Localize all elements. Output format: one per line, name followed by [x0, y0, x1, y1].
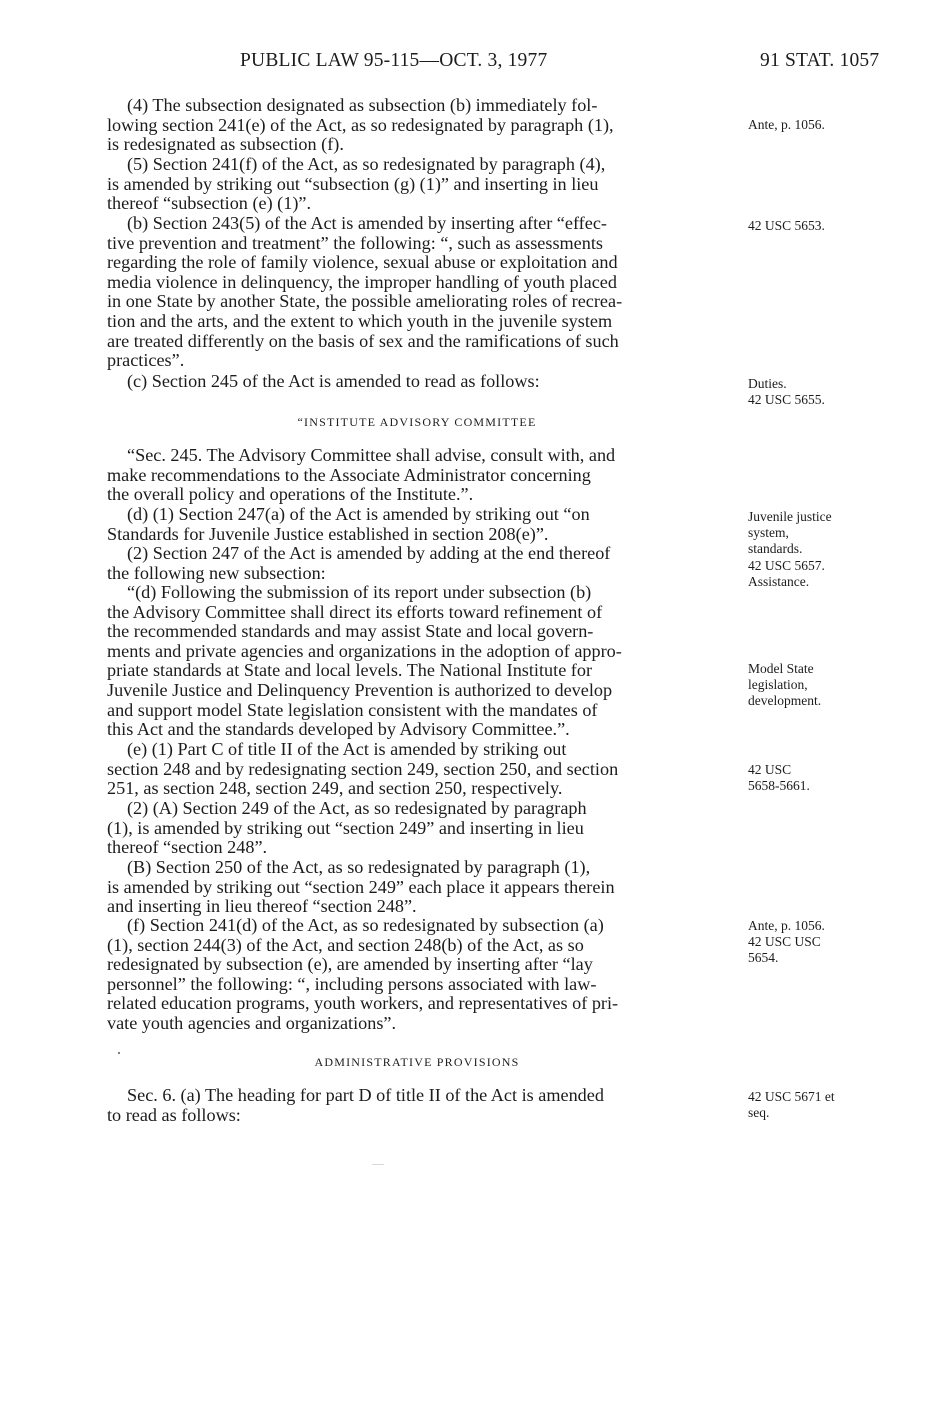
text-line: priate standards at State and local levels. The National Institute for: [107, 660, 593, 681]
text-line: to read as follows:: [107, 1104, 241, 1125]
text-line: is amended by striking out “section 249” each place it appears therein: [107, 876, 615, 897]
paragraph-e2b: [107, 858, 727, 917]
margin-note-line: seq.: [748, 1105, 770, 1121]
margin-note-42usc5671: [748, 1089, 835, 1121]
text-line: (4) The subsection designated as subsection (b) immediately fol-: [127, 95, 598, 115]
text-line: is redesignated as subsection (f).: [107, 134, 344, 155]
text-line: Standards for Juvenile Justice established in section 208(e)”.: [107, 523, 549, 544]
section-245-text: [107, 446, 727, 505]
section-6-a: [107, 1086, 727, 1125]
text-line: the Advisory Committee shall direct its efforts toward refinement of: [107, 601, 603, 622]
text-line: (1), is amended by striking out “section 249” and inserting in lieu: [107, 817, 584, 838]
margin-note-42usc5658: [748, 762, 810, 794]
margin-note-juvenile-justice: [748, 509, 832, 590]
margin-note-line: 42 USC 5655.: [748, 392, 825, 408]
text-line: 251, as section 248, section 249, and section 250, respectively.: [107, 778, 563, 799]
text-line: and support model State legislation consistent with the mandates of: [107, 699, 598, 720]
smudge-mark: [372, 1164, 384, 1165]
margin-note-line: standards.: [748, 541, 803, 557]
text-line: vate youth agencies and organizations”.: [107, 1012, 397, 1033]
margin-note-line: legislation,: [748, 677, 808, 693]
text-line: and inserting in lieu thereof “section 248”.: [107, 896, 417, 917]
text-line: is amended by striking out “subsection (g) (1)” and inserting in lieu: [107, 173, 599, 194]
text-line: (2) Section 247 of the Act is amended by adding at the end thereof: [127, 543, 611, 563]
text-line: thereof “subsection (e) (1)”.: [107, 193, 312, 214]
margin-note-line: Ante, p. 1056.: [748, 117, 825, 132]
text-line: the overall policy and operations of the Institute.”.: [107, 484, 474, 505]
text-line: practices”.: [107, 350, 185, 371]
text-line: personnel” the following: “, including persons associated with law-: [107, 973, 597, 994]
margin-note-line: 5654.: [748, 950, 779, 966]
paragraph-f: [107, 916, 727, 1034]
margin-note-ante-5654: [748, 918, 825, 967]
section-heading-institute-advisory-committee: “INSTITUTE ADVISORY COMMITTEE: [297, 415, 537, 429]
text-line: (b) Section 243(5) of the Act is amended by inserting after “effec-: [127, 213, 607, 233]
text-line: tion and the arts, and the extent to which youth in the juvenile system: [107, 310, 613, 331]
text-line: (2) (A) Section 249 of the Act, as so redesignated by paragraph: [127, 798, 587, 818]
text-line: (f) Section 241(d) of the Act, as so redesignated by subsection (a): [127, 915, 604, 935]
paragraph-e1: [107, 740, 727, 799]
text-line: (B) Section 250 of the Act, as so redesignated by paragraph (1),: [127, 857, 591, 877]
text-line: (5) Section 241(f) of the Act, as so redesignated by paragraph (4),: [127, 154, 606, 174]
paragraph-4: [107, 96, 727, 155]
text-line: the following new subsection:: [107, 562, 326, 583]
text-line: regarding the role of family violence, sexual abuse or exploitation and: [107, 252, 618, 273]
margin-note-42usc5653: [748, 218, 825, 234]
running-header-right: 91 STAT. 1057: [760, 50, 880, 71]
margin-note-line: 42 USC 5671 et: [748, 1089, 835, 1104]
margin-note-line: Juvenile justice: [748, 509, 832, 524]
text-line: (e) (1) Part C of title II of the Act is amended by striking out: [127, 739, 567, 759]
margin-note-line: 42 USC: [748, 762, 792, 777]
margin-note-line: Model State: [748, 661, 814, 676]
margin-note-model-state: [748, 661, 821, 710]
paragraph-d2: [107, 544, 727, 583]
text-line: ments and private agencies and organizations in the adoption of appro-: [107, 640, 622, 661]
margin-note-line: 5658-5661.: [748, 778, 810, 794]
text-line: lowing section 241(e) of the Act, as so redesignated by paragraph (1),: [107, 114, 614, 135]
text-line: tive prevention and treatment” the following: “, such as assessments: [107, 232, 603, 253]
paragraph-d1: [107, 505, 727, 544]
text-line: “(d) Following the submission of its report under subsection (b): [127, 582, 592, 602]
paragraph-b: [107, 214, 727, 371]
margin-note-line: Duties.: [748, 376, 787, 391]
paragraph-5: [107, 155, 727, 214]
text-line: redesignated by subsection (e), are amended by inserting after “lay: [107, 954, 593, 975]
text-line: this Act and the standards developed by Advisory Committee.”.: [107, 719, 570, 740]
text-line: section 248 and by redesignating section 249, section 250, and section: [107, 758, 619, 779]
paragraph-c: [107, 372, 727, 392]
text-line: Sec. 6. (a) The heading for part D of title II of the Act is amended: [127, 1085, 604, 1105]
margin-note-line: 42 USC USC: [748, 934, 821, 950]
text-line: Juvenile Justice and Delinquency Prevention is authorized to develop: [107, 679, 613, 700]
section-heading-administrative-provisions: ADMINISTRATIVE PROVISIONS: [314, 1055, 520, 1069]
running-header-left: PUBLIC LAW 95-115—OCT. 3, 1977: [240, 50, 548, 71]
subsection-d-text: [107, 583, 727, 740]
text-line: related education programs, youth workers, and representatives of pri-: [107, 993, 619, 1014]
text-line: media violence in delinquency, the improper handling of youth placed: [107, 271, 617, 292]
text-line: (c) Section 245 of the Act is amended to read as follows:: [127, 371, 540, 391]
text-line: “Sec. 245. The Advisory Committee shall advise, consult with, and: [127, 445, 616, 465]
margin-note-line: system,: [748, 525, 789, 541]
margin-note-line: 42 USC 5653.: [748, 218, 825, 233]
text-line: (1), section 244(3) of the Act, and section 248(b) of the Act, as so: [107, 934, 584, 955]
margin-note-line: development.: [748, 693, 822, 709]
margin-note-line: 42 USC 5657.: [748, 557, 825, 573]
text-line: the recommended standards and may assist State and local govern-: [107, 621, 594, 642]
paragraph-e2a: [107, 799, 727, 858]
margin-note-line: Assistance.: [748, 573, 810, 589]
text-line: thereof “section 248”.: [107, 837, 268, 858]
text-line: (d) (1) Section 247(a) of the Act is amended by striking out “on: [127, 504, 590, 524]
text-line: are treated differently on the basis of sex and the ramifications of such: [107, 330, 619, 351]
stray-mark: [118, 1052, 120, 1054]
margin-note-line: Ante, p. 1056.: [748, 918, 825, 933]
margin-note-duties: [748, 376, 825, 408]
text-line: in one State by another State, the possible ameliorating roles of recrea-: [107, 291, 623, 312]
margin-note-ante-1056: [748, 117, 825, 133]
text-line: make recommendations to the Associate Administrator concerning: [107, 464, 591, 485]
